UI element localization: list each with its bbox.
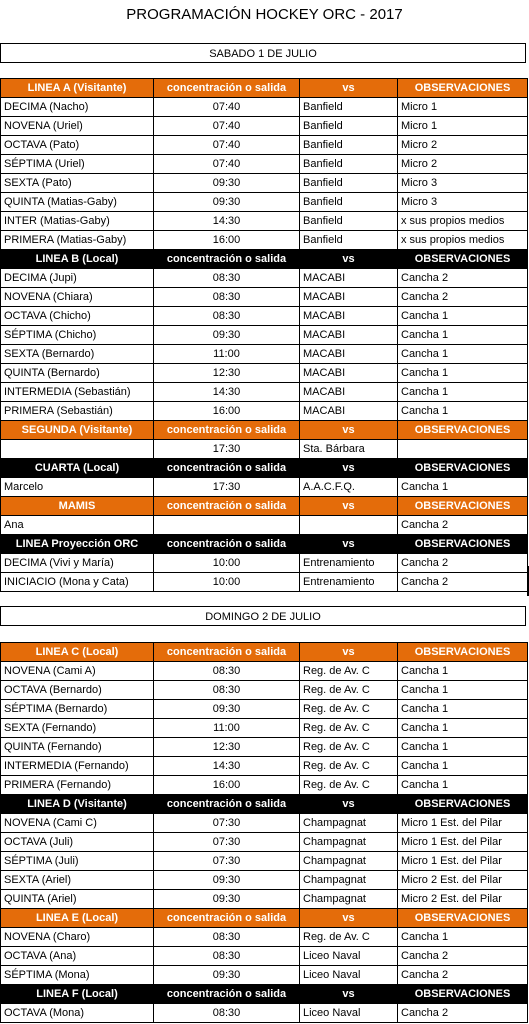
header-cell: LINEA B (Local) <box>1 250 154 269</box>
time-cell: 08:30 <box>154 947 300 966</box>
time-cell: 11:00 <box>154 719 300 738</box>
time-cell: 17:30 <box>154 478 300 497</box>
table-row <box>1 326 528 345</box>
time-cell: 07:40 <box>154 155 300 174</box>
opponent-cell: Reg. de Av. C <box>300 776 398 795</box>
opponent-cell: Entrenamiento <box>300 554 398 573</box>
opponent-cell: Banfield <box>300 231 398 250</box>
opponent-cell <box>300 516 398 535</box>
header-cell: OBSERVACIONES <box>398 250 528 269</box>
header-cell: concentración o salida <box>154 421 300 440</box>
notes-cell: Cancha 2 <box>398 1004 528 1023</box>
header-cell: concentración o salida <box>154 250 300 269</box>
notes-cell: Cancha 1 <box>398 364 528 383</box>
section-header <box>1 421 528 440</box>
table-row <box>1 117 528 136</box>
time-cell: 08:30 <box>154 1004 300 1023</box>
opponent-cell: Liceo Naval <box>300 947 398 966</box>
team-cell: SÉPTIMA (Uriel) <box>1 155 154 174</box>
team-cell: SÉPTIMA (Chicho) <box>1 326 154 345</box>
team-cell: SÉPTIMA (Juli) <box>1 852 154 871</box>
opponent-cell: Liceo Naval <box>300 966 398 985</box>
notes-cell: Cancha 1 <box>398 478 528 497</box>
header-cell: vs <box>300 497 398 516</box>
time-cell: 16:00 <box>154 231 300 250</box>
table-row <box>1 719 528 738</box>
team-cell: NOVENA (Cami C) <box>1 814 154 833</box>
team-cell: QUINTA (Ariel) <box>1 890 154 909</box>
header-cell: concentración o salida <box>154 459 300 478</box>
notes-cell: Cancha 2 <box>398 288 528 307</box>
opponent-cell: MACABI <box>300 269 398 288</box>
notes-cell: Micro 2 Est. del Pilar <box>398 890 528 909</box>
table-row <box>1 345 528 364</box>
table-row <box>1 681 528 700</box>
table-row <box>1 814 528 833</box>
header-cell: vs <box>300 795 398 814</box>
team-cell: OCTAVA (Bernardo) <box>1 681 154 700</box>
table-row <box>1 193 528 212</box>
table-row <box>1 662 528 681</box>
notes-cell: Cancha 2 <box>398 516 528 535</box>
team-cell: OCTAVA (Ana) <box>1 947 154 966</box>
team-cell: PRIMERA (Sebastián) <box>1 402 154 421</box>
table-row <box>1 1004 528 1023</box>
table-row <box>1 554 528 573</box>
team-cell: DECIMA (Nacho) <box>1 98 154 117</box>
opponent-cell: Champagnat <box>300 833 398 852</box>
table-row <box>1 383 528 402</box>
notes-cell: Micro 2 Est. del Pilar <box>398 871 528 890</box>
notes-cell: Cancha 1 <box>398 719 528 738</box>
notes-cell: Cancha 1 <box>398 757 528 776</box>
time-cell: 12:30 <box>154 364 300 383</box>
header-cell: concentración o salida <box>154 497 300 516</box>
section-header <box>1 909 528 928</box>
team-cell: OCTAVA (Chicho) <box>1 307 154 326</box>
time-cell: 09:30 <box>154 193 300 212</box>
time-cell: 08:30 <box>154 288 300 307</box>
header-cell: LINEA E (Local) <box>1 909 154 928</box>
schedule-table-saturday <box>0 78 528 592</box>
team-cell: OCTAVA (Pato) <box>1 136 154 155</box>
opponent-cell: Entrenamiento <box>300 573 398 592</box>
header-cell: CUARTA (Local) <box>1 459 154 478</box>
opponent-cell: MACABI <box>300 288 398 307</box>
team-cell: Ana <box>1 516 154 535</box>
time-cell: 10:00 <box>154 573 300 592</box>
header-cell: OBSERVACIONES <box>398 795 528 814</box>
time-cell: 09:30 <box>154 700 300 719</box>
team-cell: QUINTA (Bernardo) <box>1 364 154 383</box>
time-cell: 07:30 <box>154 852 300 871</box>
notes-cell: Cancha 2 <box>398 573 528 592</box>
opponent-cell: Banfield <box>300 155 398 174</box>
header-cell: OBSERVACIONES <box>398 535 528 554</box>
team-cell: NOVENA (Cami A) <box>1 662 154 681</box>
header-cell: vs <box>300 909 398 928</box>
notes-cell: Cancha 1 <box>398 776 528 795</box>
opponent-cell: Reg. de Av. C <box>300 662 398 681</box>
table-row <box>1 288 528 307</box>
table-row <box>1 700 528 719</box>
opponent-cell: MACABI <box>300 364 398 383</box>
time-cell: 09:30 <box>154 871 300 890</box>
notes-cell: Cancha 1 <box>398 928 528 947</box>
notes-cell: Micro 2 <box>398 136 528 155</box>
notes-cell: Cancha 1 <box>398 662 528 681</box>
opponent-cell: Banfield <box>300 117 398 136</box>
header-cell: LINEA F (Local) <box>1 985 154 1004</box>
opponent-cell: Banfield <box>300 136 398 155</box>
team-cell: INTER (Matias-Gaby) <box>1 212 154 231</box>
table-row <box>1 155 528 174</box>
day-header-sunday: DOMINGO 2 DE JULIO <box>0 606 526 626</box>
header-cell: concentración o salida <box>154 643 300 662</box>
time-cell: 07:30 <box>154 814 300 833</box>
header-cell: concentración o salida <box>154 985 300 1004</box>
opponent-cell: Banfield <box>300 98 398 117</box>
opponent-cell: Banfield <box>300 174 398 193</box>
team-cell: INTERMEDIA (Sebastián) <box>1 383 154 402</box>
team-cell: SEXTA (Ariel) <box>1 871 154 890</box>
team-cell: SÉPTIMA (Mona) <box>1 966 154 985</box>
opponent-cell: MACABI <box>300 345 398 364</box>
table-row <box>1 573 528 592</box>
time-cell: 08:30 <box>154 307 300 326</box>
header-cell: vs <box>300 421 398 440</box>
table-row <box>1 136 528 155</box>
table-row <box>1 947 528 966</box>
section-header <box>1 79 528 98</box>
header-cell: vs <box>300 535 398 554</box>
notes-cell: Micro 1 <box>398 117 528 136</box>
table-row <box>1 776 528 795</box>
team-cell: SEXTA (Fernando) <box>1 719 154 738</box>
day-header-saturday: SABADO 1 DE JULIO <box>0 43 526 63</box>
notes-cell: Cancha 2 <box>398 947 528 966</box>
section-header <box>1 459 528 478</box>
opponent-cell: Sta. Bárbara <box>300 440 398 459</box>
table-row <box>1 871 528 890</box>
time-cell: 08:30 <box>154 269 300 288</box>
time-cell: 09:30 <box>154 890 300 909</box>
notes-cell: Cancha 1 <box>398 681 528 700</box>
header-cell: vs <box>300 250 398 269</box>
notes-cell: Micro 1 <box>398 98 528 117</box>
time-cell: 10:00 <box>154 554 300 573</box>
time-cell: 07:40 <box>154 117 300 136</box>
notes-cell: Cancha 1 <box>398 326 528 345</box>
opponent-cell: Banfield <box>300 212 398 231</box>
opponent-cell: Liceo Naval <box>300 1004 398 1023</box>
team-cell: DECIMA (Jupi) <box>1 269 154 288</box>
page-title: PROGRAMACIÓN HOCKEY ORC - 2017 <box>126 6 403 23</box>
time-cell: 08:30 <box>154 662 300 681</box>
time-cell: 14:30 <box>154 757 300 776</box>
table-row <box>1 212 528 231</box>
opponent-cell: MACABI <box>300 402 398 421</box>
team-cell: DECIMA (Vivi y María) <box>1 554 154 573</box>
team-cell <box>1 440 154 459</box>
header-cell: OBSERVACIONES <box>398 79 528 98</box>
team-cell: Marcelo <box>1 478 154 497</box>
header-cell: concentración o salida <box>154 535 300 554</box>
opponent-cell: A.A.C.F.Q. <box>300 478 398 497</box>
team-cell: PRIMERA (Fernando) <box>1 776 154 795</box>
header-cell: concentración o salida <box>154 795 300 814</box>
team-cell: QUINTA (Matias-Gaby) <box>1 193 154 212</box>
table-row <box>1 98 528 117</box>
header-cell: MAMIS <box>1 497 154 516</box>
opponent-cell: MACABI <box>300 326 398 345</box>
table-row <box>1 516 528 535</box>
notes-cell: Micro 1 Est. del Pilar <box>398 852 528 871</box>
notes-cell: Cancha 1 <box>398 402 528 421</box>
time-cell: 08:30 <box>154 928 300 947</box>
notes-cell: Cancha 2 <box>398 269 528 288</box>
header-cell: LINEA D (Visitante) <box>1 795 154 814</box>
time-cell: 11:00 <box>154 345 300 364</box>
header-cell: LINEA C (Local) <box>1 643 154 662</box>
header-cell: OBSERVACIONES <box>398 459 528 478</box>
team-cell: SÉPTIMA (Bernardo) <box>1 700 154 719</box>
section-header <box>1 535 528 554</box>
time-cell: 16:00 <box>154 402 300 421</box>
table-row <box>1 852 528 871</box>
notes-cell: Cancha 1 <box>398 307 528 326</box>
notes-cell: Cancha 2 <box>398 554 528 573</box>
team-cell: OCTAVA (Mona) <box>1 1004 154 1023</box>
notes-cell: Cancha 1 <box>398 700 528 719</box>
opponent-cell: MACABI <box>300 383 398 402</box>
table-row <box>1 440 528 459</box>
header-cell: OBSERVACIONES <box>398 985 528 1004</box>
opponent-cell: Banfield <box>300 193 398 212</box>
team-cell: QUINTA (Fernando) <box>1 738 154 757</box>
opponent-cell: Champagnat <box>300 814 398 833</box>
table-row <box>1 966 528 985</box>
notes-cell: Micro 2 <box>398 155 528 174</box>
notes-cell: Micro 3 <box>398 193 528 212</box>
opponent-cell: Reg. de Av. C <box>300 928 398 947</box>
time-cell: 09:30 <box>154 966 300 985</box>
opponent-cell: Reg. de Av. C <box>300 700 398 719</box>
opponent-cell: Champagnat <box>300 890 398 909</box>
header-cell: vs <box>300 459 398 478</box>
table-row <box>1 738 528 757</box>
notes-cell: Cancha 1 <box>398 383 528 402</box>
table-row <box>1 174 528 193</box>
header-cell: OBSERVACIONES <box>398 497 528 516</box>
opponent-cell: MACABI <box>300 307 398 326</box>
time-cell <box>154 516 300 535</box>
opponent-cell: Champagnat <box>300 852 398 871</box>
team-cell: OCTAVA (Juli) <box>1 833 154 852</box>
time-cell: 09:30 <box>154 326 300 345</box>
notes-cell: Micro 3 <box>398 174 528 193</box>
header-cell: concentración o salida <box>154 909 300 928</box>
table-row <box>1 269 528 288</box>
team-cell: INICIACIO (Mona y Cata) <box>1 573 154 592</box>
section-header <box>1 250 528 269</box>
table-row <box>1 928 528 947</box>
header-cell: OBSERVACIONES <box>398 421 528 440</box>
time-cell: 07:40 <box>154 98 300 117</box>
header-cell: OBSERVACIONES <box>398 643 528 662</box>
notes-cell: x sus propios medios <box>398 212 528 231</box>
notes-cell: Micro 1 Est. del Pilar <box>398 814 528 833</box>
time-cell: 17:30 <box>154 440 300 459</box>
team-cell: NOVENA (Uriel) <box>1 117 154 136</box>
notes-cell: Cancha 1 <box>398 738 528 757</box>
time-cell: 12:30 <box>154 738 300 757</box>
header-cell: LINEA Proyección ORC <box>1 535 154 554</box>
team-cell: NOVENA (Chiara) <box>1 288 154 307</box>
schedule-table-sunday <box>0 642 528 1023</box>
header-cell: SEGUNDA (Visitante) <box>1 421 154 440</box>
time-cell: 16:00 <box>154 776 300 795</box>
table-row <box>1 833 528 852</box>
notes-cell: Cancha 1 <box>398 345 528 364</box>
section-header <box>1 795 528 814</box>
opponent-cell: Champagnat <box>300 871 398 890</box>
opponent-cell: Reg. de Av. C <box>300 681 398 700</box>
table-row <box>1 231 528 250</box>
time-cell: 07:30 <box>154 833 300 852</box>
time-cell: 14:30 <box>154 383 300 402</box>
opponent-cell: Reg. de Av. C <box>300 757 398 776</box>
time-cell: 08:30 <box>154 681 300 700</box>
header-cell: vs <box>300 643 398 662</box>
team-cell: PRIMERA (Matias-Gaby) <box>1 231 154 250</box>
header-cell: concentración o salida <box>154 79 300 98</box>
section-header <box>1 497 528 516</box>
time-cell: 07:40 <box>154 136 300 155</box>
team-cell: SEXTA (Bernardo) <box>1 345 154 364</box>
section-header <box>1 985 528 1004</box>
opponent-cell: Reg. de Av. C <box>300 738 398 757</box>
notes-cell: Cancha 2 <box>398 966 528 985</box>
table-row <box>1 890 528 909</box>
notes-cell: x sus propios medios <box>398 231 528 250</box>
header-cell: vs <box>300 985 398 1004</box>
opponent-cell: Reg. de Av. C <box>300 719 398 738</box>
table-row <box>1 402 528 421</box>
table-row <box>1 307 528 326</box>
time-cell: 14:30 <box>154 212 300 231</box>
notes-cell: Micro 1 Est. del Pilar <box>398 833 528 852</box>
table-row <box>1 364 528 383</box>
table-row <box>1 478 528 497</box>
header-cell: LINEA A (Visitante) <box>1 79 154 98</box>
time-cell: 09:30 <box>154 174 300 193</box>
table-row <box>1 757 528 776</box>
header-cell: OBSERVACIONES <box>398 909 528 928</box>
header-cell: vs <box>300 79 398 98</box>
section-header <box>1 643 528 662</box>
team-cell: SEXTA (Pato) <box>1 174 154 193</box>
notes-cell <box>398 440 528 459</box>
team-cell: NOVENA (Charo) <box>1 928 154 947</box>
team-cell: INTERMEDIA (Fernando) <box>1 757 154 776</box>
